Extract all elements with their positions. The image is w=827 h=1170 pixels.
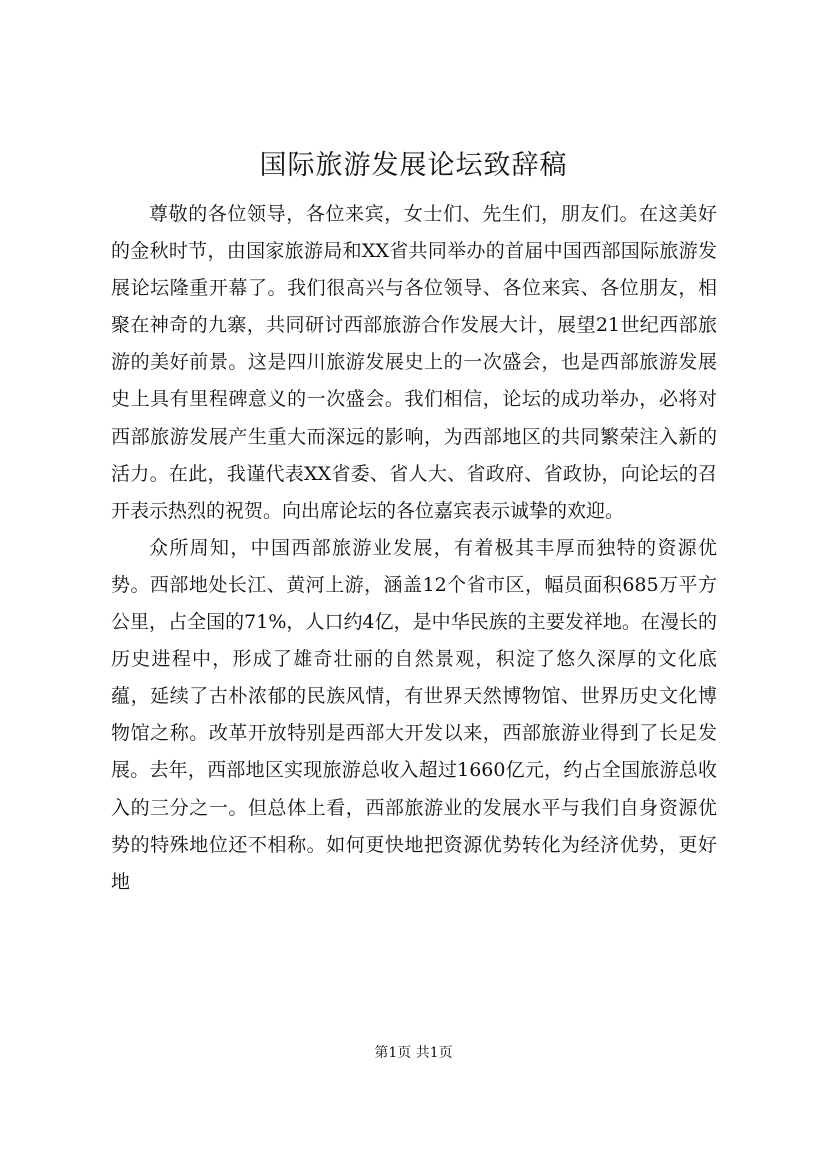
document-body — [111, 196, 717, 901]
document-title: 国际旅游发展论坛致辞稿 — [259, 150, 568, 181]
page-footer: 第1页 共1页 — [374, 1045, 453, 1061]
paragraph-resources: 众所周知，中国西部旅游业发展，有着极其丰厚而独特的资源优势。西部地处长江、黄河上游，涵盖12个省市区，幅员面积685万平方公里，占全国的71%，人口约4亿，是中华民族的主要发祥地。在漫长的历史进程中，形成了雄奇壮丽的自然景观，积淀了悠久深厚的文化底蕴，延续了古朴浓郁的民族风情，有世界天然博物馆、世界历史文化博物馆之称。改革开放特别是西部大开发以来，西部旅游业得到了长足发展。去年，西部地区实现旅游总收入超过1660亿元，约占全国旅游总收入的三分之一。但总体上看，西部旅游业的发展水平与我们自身资源优势的特殊地位还不相称。如何更快地把资源优势转化为经济优势，更好地 — [111, 536, 717, 893]
paragraph-greeting: 尊敬的各位领导，各位来宾，女士们、先生们，朋友们。在这美好的金秋时节，由国家旅游局和XX省共同举办的首届中国西部国际旅游发展论坛隆重开幕了。我们很高兴与各位领导、各位来宾、各位朋友，相聚在神奇的九寨，共同研讨西部旅游合作发展大计，展望21世纪西部旅游的美好前景。这是四川旅游发展史上的一次盛会，也是西部旅游发展史上具有里程碑意义的一次盛会。我们相信，论坛的成功举办，必将对西部旅游发展产生重大而深远的影响，为西部地区的共同繁荣注入新的活力。在此，我谨代表XX省委、省人大、省政府、省政协，向论坛的召开表示热烈的祝贺。向出席论坛的各位嘉宾表示诚挚的欢迎。 — [111, 203, 717, 522]
